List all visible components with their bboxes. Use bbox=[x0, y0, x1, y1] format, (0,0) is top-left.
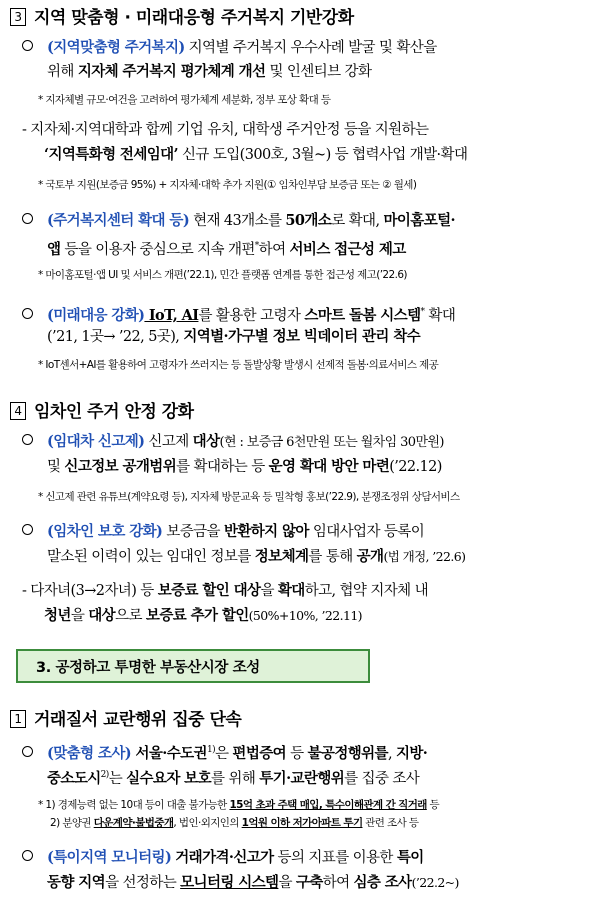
item-text: , bbox=[387, 745, 396, 762]
section-number: 1 bbox=[10, 710, 26, 728]
footnote: * 국토부 지원(보증금 95%) + 지자체·대학 추가 지원(① 임차인부담 보증금 또는 ② 월세) bbox=[38, 179, 417, 191]
footnote-marker: 2) bbox=[100, 770, 109, 780]
item-text: 특이 bbox=[396, 849, 424, 866]
circle-bullet-icon bbox=[22, 850, 33, 861]
dash-line bbox=[44, 604, 362, 628]
item-tag: (맞춤형 조사) bbox=[47, 744, 132, 762]
item-text: 동향 지역 bbox=[47, 874, 106, 891]
item-text: 지역별·가구별 정보 빅데이터 관리 착수 bbox=[183, 328, 421, 345]
item-text: 를 위해 bbox=[211, 770, 260, 787]
footnote-text: 등 bbox=[426, 799, 440, 811]
footnote-marker: 1) bbox=[206, 745, 215, 755]
item-text: 등의 지표를 이용한 bbox=[273, 850, 397, 866]
section-heading-1 bbox=[10, 705, 241, 730]
bullet-line: (미래대응 강화) IoT, AI를 활용한 고령자 스마트 돌봄 시스템* 확대 bbox=[22, 300, 455, 328]
section-number: 3 bbox=[10, 8, 26, 26]
item-text: 은 bbox=[215, 745, 233, 762]
item-text: 위해 bbox=[47, 64, 78, 80]
circle-bullet-icon bbox=[22, 213, 33, 224]
item-text: 반환하지 않아 bbox=[223, 523, 309, 540]
bullet-line bbox=[47, 325, 420, 349]
bullet-line bbox=[22, 36, 437, 60]
item-text: 지방· bbox=[395, 744, 428, 762]
item-text: 심층 조사 bbox=[353, 874, 412, 891]
item-text: 하여 bbox=[258, 241, 290, 258]
item-text: 를 통해 bbox=[308, 549, 357, 565]
item-text: IoT, AI bbox=[144, 306, 199, 324]
item-text: 신고정보 공개범위 bbox=[64, 458, 177, 475]
item-text: 하고, 협약 지자체 내 bbox=[304, 583, 428, 599]
item-text: 거래가격·신고가 bbox=[175, 849, 274, 866]
footnote-text: 2) 분양권 bbox=[50, 817, 94, 829]
item-text: 공개 bbox=[356, 548, 384, 565]
item-text: 대상 bbox=[88, 607, 116, 624]
item-text: 서비스 접근성 제고 bbox=[289, 240, 406, 258]
item-text: (현 : 보증금 6천만원 또는 월차임 30만원) bbox=[219, 435, 444, 450]
item-text: - 다자녀(3→2자녀) 등 bbox=[22, 583, 158, 599]
item-text: 지역별 주거복지 우수사례 발굴 및 확산을 bbox=[184, 40, 437, 56]
item-tag: (임차인 보호 강화) bbox=[47, 523, 163, 540]
section-title: 거래질서 교란행위 집중 단속 bbox=[34, 710, 242, 730]
bullet-line bbox=[47, 871, 459, 895]
item-tag: (지역맞춤형 주거복지) bbox=[47, 39, 185, 56]
item-text: 불공정행위를 bbox=[307, 744, 388, 762]
item-text: 를 활용한 고령자 bbox=[198, 307, 305, 324]
item-tag: (미래대응 강화) bbox=[47, 306, 145, 324]
bullet-line bbox=[47, 60, 371, 84]
footnote-text: 관련 조사 등 bbox=[362, 817, 419, 829]
item-text: 보증료 추가 할인 bbox=[145, 607, 249, 624]
circle-bullet-icon bbox=[22, 40, 33, 51]
item-text: 50개소 bbox=[285, 212, 332, 229]
item-text: 는 bbox=[108, 770, 127, 787]
item-text: 스마트 돌봄 시스템 bbox=[304, 306, 421, 324]
item-text: 확대 bbox=[424, 307, 456, 324]
item-text: 말소된 이력이 있는 임대인 정보를 bbox=[47, 549, 255, 565]
item-text: 대상 bbox=[192, 433, 220, 450]
bullet-line bbox=[22, 209, 455, 233]
item-text: 청년 bbox=[44, 607, 71, 624]
item-text: 확대 bbox=[277, 582, 305, 599]
item-text: 앱 bbox=[47, 240, 61, 258]
footnote-text: , 법인·외지인의 bbox=[173, 817, 242, 829]
item-text: 으로 bbox=[115, 608, 146, 624]
bullet-line bbox=[22, 430, 444, 455]
section-title: 임차인 주거 안정 강화 bbox=[34, 402, 194, 422]
circle-bullet-icon bbox=[22, 434, 33, 445]
footnote: * 신고제 관련 유튜브(계약요령 등), 지자체 방문교육 등 밀착형 홍보(’22.9), 분쟁조정위 상담서비스 bbox=[38, 491, 460, 503]
item-text: 구축 bbox=[295, 874, 323, 891]
footnote: * 마이홈포털·앱 UI 및 서비스 개편(’22.1), 민간 플랫폼 연계를 통한 접근성 제고(’22.6) bbox=[38, 269, 407, 281]
footnote-text: * 1) 경제능력 없는 10대 등이 대출 불가능한 bbox=[38, 799, 230, 811]
item-text: 중소도시 bbox=[47, 769, 101, 787]
section-number: 4 bbox=[10, 402, 26, 420]
item-text: (’21, 1곳→ ’22, 5곳), bbox=[47, 329, 184, 345]
item-text: 신규 도입(300호, 3월~) 등 협력사업 개발·확대 bbox=[178, 147, 468, 163]
chapter-heading-box: 3. 공정하고 투명한 부동산시장 조성 bbox=[16, 649, 370, 683]
item-text: 을 bbox=[70, 608, 89, 624]
item-text: 을 bbox=[260, 583, 278, 599]
item-text: 신고제 bbox=[144, 434, 193, 450]
footnote-text: 15억 초과 주택 매입, 특수이해관계 간 직거래 bbox=[229, 799, 427, 811]
footnote bbox=[50, 815, 418, 831]
item-tag: (특이지역 모니터링) bbox=[47, 849, 172, 866]
circle-bullet-icon bbox=[22, 308, 33, 319]
footnote: * IoT센서+AI를 활용하여 고령자가 쓰러지는 등 돌발상황 발생시 선제적 돌봄·의료서비스 제공 bbox=[38, 359, 439, 371]
bullet-line bbox=[22, 738, 427, 766]
item-text: 을 bbox=[278, 875, 296, 891]
item-text: 서울·수도권 bbox=[131, 744, 207, 762]
item-text: 하여 bbox=[322, 875, 354, 891]
item-text: (50%+10%, ’22.11) bbox=[248, 608, 362, 623]
item-text: 실수요자 보호 bbox=[126, 769, 211, 787]
footnote-text: 다운계약·불법중개 bbox=[93, 817, 174, 829]
item-text: (법 개정, ’22.6) bbox=[383, 549, 466, 564]
bullet-line bbox=[47, 455, 442, 479]
footnote bbox=[38, 797, 439, 813]
item-text: 및 인센티브 강화 bbox=[265, 64, 372, 80]
bullet-line bbox=[22, 520, 424, 544]
bullet-line: 앱 등을 이용자 중심으로 지속 개편*하여 서비스 접근성 제고 bbox=[47, 240, 406, 258]
item-text: ‘지역특화형 전세임대’ bbox=[44, 146, 179, 163]
item-text: 로 확대, bbox=[331, 213, 384, 229]
bullet-line bbox=[22, 846, 424, 870]
circle-bullet-icon bbox=[22, 746, 33, 757]
item-text: 현재 43개소를 bbox=[189, 213, 286, 229]
dash-line bbox=[44, 143, 467, 167]
section-heading-4 bbox=[10, 397, 194, 422]
item-text: 를 확대하는 등 bbox=[176, 459, 269, 475]
bullet-line bbox=[47, 763, 419, 791]
item-text: 정보체계 bbox=[254, 548, 309, 565]
dash-line bbox=[22, 579, 428, 603]
item-tag: (임대차 신고제) bbox=[47, 433, 145, 450]
dash-line: - 지자체·지역대학과 합께 기업 유치, 대학생 주거안정 등을 지원하는 bbox=[22, 122, 429, 138]
item-text: 지자체 주거복지 평가체계 개선 bbox=[77, 63, 266, 80]
bullet-line bbox=[47, 545, 465, 569]
item-tag: (주거복지센터 확대 등) bbox=[47, 212, 190, 229]
item-text: 을 선정하는 bbox=[105, 875, 181, 891]
section-title: 지역 맞춤형 · 미래대응형 주거복지 기반강화 bbox=[34, 8, 354, 28]
circle-bullet-icon bbox=[22, 524, 33, 535]
item-text: 투기·교란행위 bbox=[259, 769, 345, 787]
item-text: 편법증여 bbox=[232, 744, 287, 762]
item-text: (’22.2~) bbox=[411, 875, 459, 890]
item-text: 등을 이용자 중심으로 지속 개편 bbox=[60, 241, 255, 258]
item-text: 및 bbox=[47, 459, 65, 475]
section-heading-3 bbox=[10, 3, 354, 28]
item-text: 마이홈포털· bbox=[383, 212, 455, 229]
item-text: 운영 확대 방안 마련 bbox=[268, 458, 390, 475]
item-text: 모니터링 시스템 bbox=[180, 874, 279, 891]
footnote: * 지자체별 규모·여건을 고려하여 평가체계 세분화, 정부 포상 확대 등 bbox=[38, 94, 331, 106]
item-text: 등 bbox=[286, 745, 308, 762]
footnote-text: 1억원 이하 저가아파트 투기 bbox=[241, 817, 363, 829]
item-text: 를 집중 조사 bbox=[344, 770, 420, 787]
item-text: (’22.12) bbox=[389, 459, 442, 475]
item-text: 보증금을 bbox=[162, 524, 224, 540]
item-text: 보증료 할인 대상 bbox=[157, 582, 261, 599]
item-text: 임대사업자 등록이 bbox=[308, 524, 425, 540]
